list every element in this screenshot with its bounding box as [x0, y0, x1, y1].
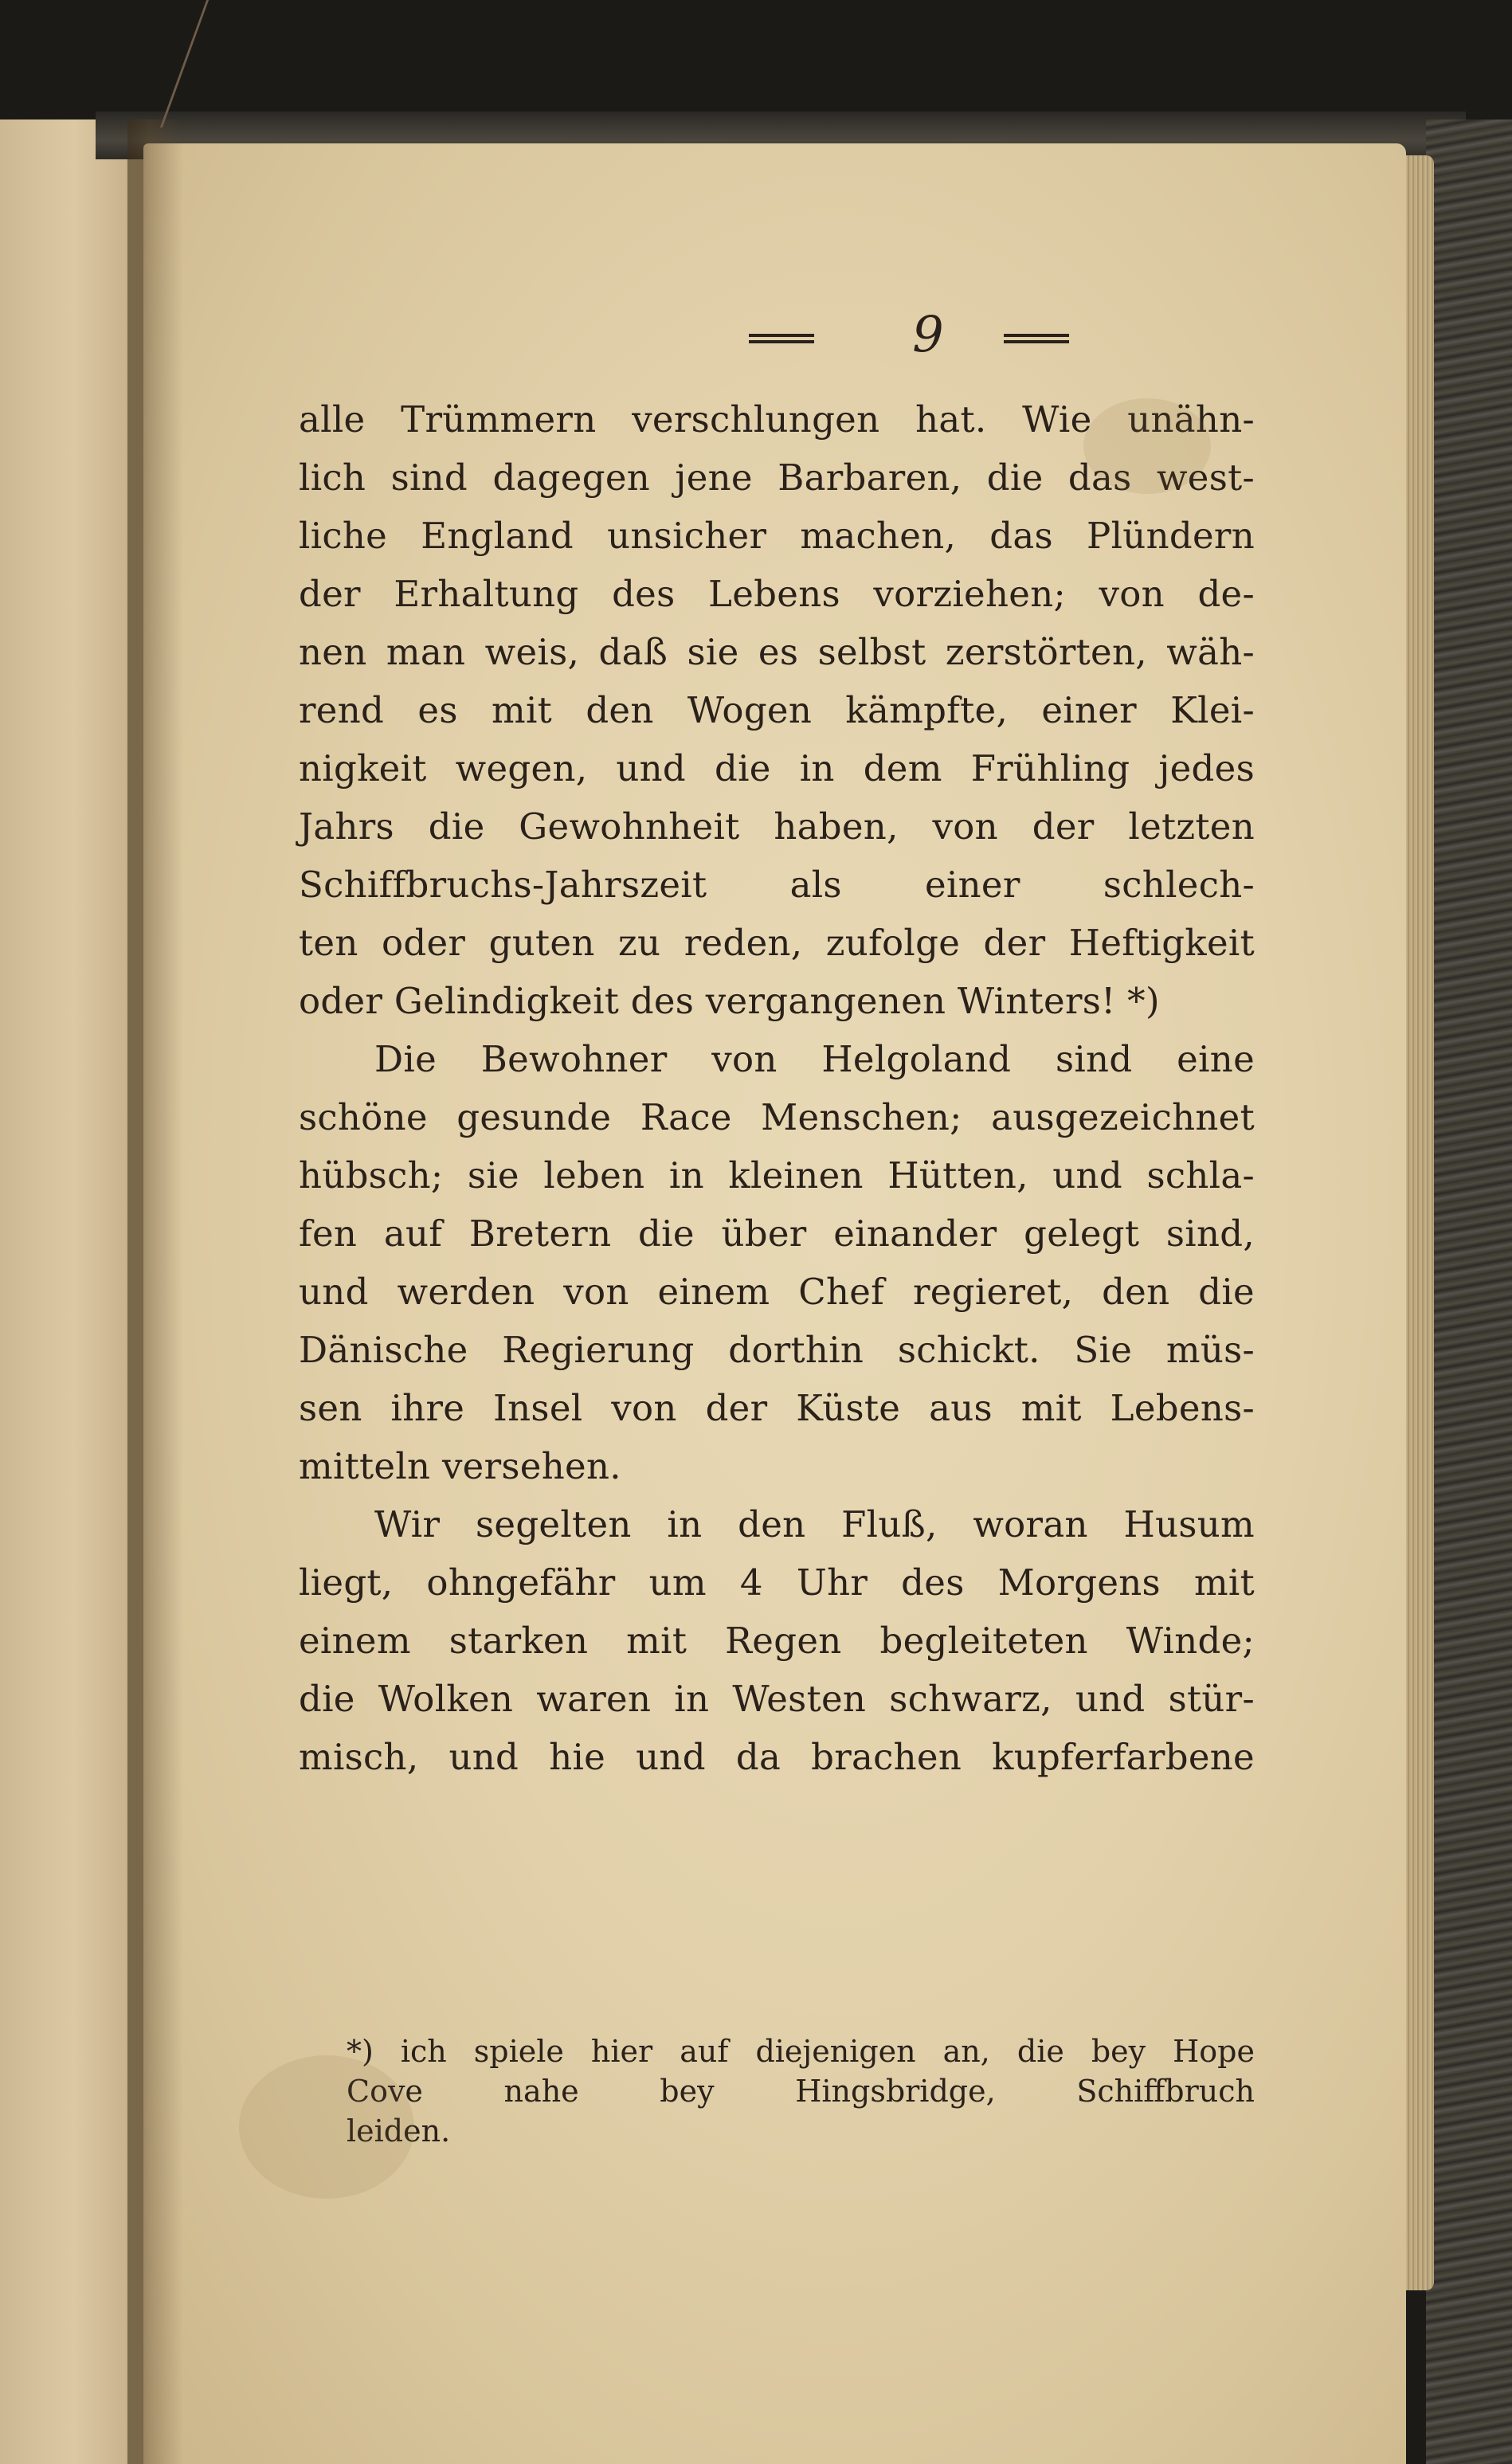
text-line: fen auf Bretern die über einander gelegt sind,	[299, 1212, 1255, 1255]
paragraph-first-line: Wir segelten in den Fluß, woran Husum	[374, 1503, 1255, 1545]
text-line: oder Gelindigkeit des vergangenen Winters! *)	[299, 980, 1160, 1022]
footnote-line: *) ich spiele hier auf diejenigen an, die bey Hope	[347, 2034, 1255, 2069]
text-line: alle Trümmern verschlungen hat. Wie unähn-	[299, 398, 1255, 441]
book-cover-right	[1426, 119, 1512, 2464]
footnote	[299, 2031, 1255, 2151]
text-line: Dänische Regierung dorthin schickt. Sie müs-	[299, 1329, 1255, 1371]
running-head	[299, 305, 1255, 386]
paper-stain	[1083, 398, 1211, 494]
paper-stain	[239, 2055, 414, 2199]
text-line: der Erhaltung des Lebens vorziehen; von de-	[299, 573, 1255, 615]
text-line: nen man weis, daß sie es selbst zerstörten, wäh-	[299, 631, 1255, 673]
text-line: lich sind dagegen jene Barbaren, die das west-	[299, 456, 1255, 499]
text-line: liegt, ohngefähr um 4 Uhr des Morgens mit	[299, 1561, 1255, 1604]
previous-page-edge	[0, 119, 147, 2464]
text-line: die Wolken waren in Westen schwarz, und stür-	[299, 1678, 1255, 1720]
book-page	[143, 143, 1406, 2464]
body-text	[299, 390, 1255, 1786]
text-line: liche England unsicher machen, das Plündern	[299, 515, 1255, 557]
text-line: Jahrs die Gewohnheit haben, von der letzten	[299, 805, 1255, 848]
decorative-rule-left	[749, 334, 814, 343]
gutter-shadow	[127, 119, 183, 2464]
text-line: mitteln versehen.	[299, 1445, 621, 1487]
text-line: nigkeit wegen, und die in dem Frühling jedes	[299, 747, 1255, 789]
text-line: sen ihre Insel von der Küste aus mit Lebens-	[299, 1387, 1255, 1429]
decorative-rule-right	[1004, 334, 1069, 343]
text-line: ten oder guten zu reden, zufolge der Heftigkeit	[299, 922, 1255, 964]
paragraph-first-line: Die Bewohner von Helgoland sind eine	[374, 1038, 1255, 1080]
footnote-line: Cove nahe bey Hingsbridge, Schiffbruch	[347, 2074, 1255, 2109]
text-line: rend es mit den Wogen kämpfte, einer Klei-	[299, 689, 1255, 731]
text-line: und werden von einem Chef regieret, den die	[299, 1271, 1255, 1313]
footnote-line: leiden.	[347, 2113, 451, 2149]
text-line: Schiffbruchs-Jahrszeit als einer schlech-	[299, 864, 1255, 906]
page-number: 9	[912, 305, 944, 363]
text-line: misch, und hie und da brachen kupferfarbene	[299, 1736, 1255, 1778]
text-line: hübsch; sie leben in kleinen Hütten, und schla-	[299, 1154, 1255, 1197]
text-line: einem starken mit Regen begleiteten Winde;	[299, 1620, 1255, 1662]
text-line: schöne gesunde Race Menschen; ausgezeichnet	[299, 1096, 1255, 1138]
bookmark-ribbon	[160, 0, 233, 127]
